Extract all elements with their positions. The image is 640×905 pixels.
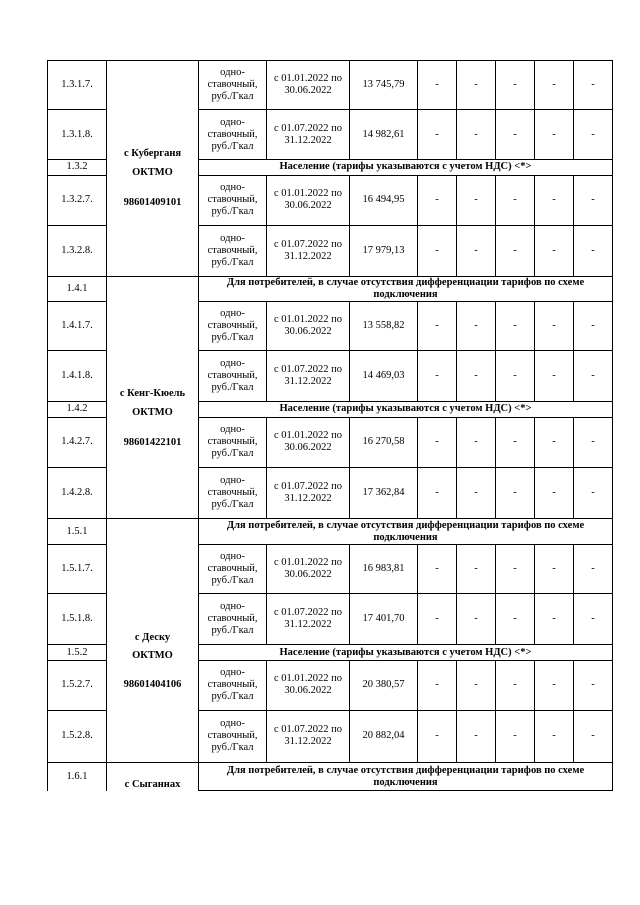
- row-id: 1.3.2.8.: [48, 225, 107, 276]
- row-id: 1.5.2: [48, 645, 107, 660]
- row-id: 1.4.1: [48, 277, 107, 302]
- tariff-value: 13 745,79: [350, 61, 418, 110]
- rate-type: одно-ставочный, руб./Гкал: [199, 302, 267, 351]
- table-row: [48, 519, 613, 545]
- period: с 01.01.2022 по 30.06.2022: [267, 417, 350, 467]
- tariff-table-page: [47, 60, 613, 791]
- empty-cell: -: [418, 710, 457, 762]
- rate-type: одно-ставочный, руб./Гкал: [199, 110, 267, 160]
- empty-cell: -: [496, 660, 535, 710]
- row-id: 1.6.1: [48, 763, 107, 791]
- empty-cell: -: [535, 417, 574, 467]
- tariff-value: 14 469,03: [350, 351, 418, 401]
- empty-cell: -: [574, 351, 613, 401]
- tariff-value: 20 882,04: [350, 710, 418, 762]
- empty-cell: -: [535, 660, 574, 710]
- row-id: 1.5.2.8.: [48, 710, 107, 762]
- rate-type: одно-ставочный, руб./Гкал: [199, 467, 267, 518]
- rate-type: одно-ставочный, руб./Гкал: [199, 351, 267, 401]
- table-row: [48, 277, 613, 302]
- oktmo-label: ОКТМО: [132, 650, 173, 661]
- period: с 01.01.2022 по 30.06.2022: [267, 545, 350, 594]
- row-id: 1.5.1.7.: [48, 545, 107, 594]
- tariff-value: 13 558,82: [350, 302, 418, 351]
- locality-cell: [107, 519, 199, 763]
- table-row: [48, 763, 613, 791]
- tariff-value: 16 494,95: [350, 175, 418, 225]
- locality-name: с Кенг-Кюель: [119, 388, 186, 399]
- empty-cell: -: [574, 302, 613, 351]
- row-id: 1.3.1.7.: [48, 61, 107, 110]
- rate-type: одно-ставочный, руб./Гкал: [199, 61, 267, 110]
- row-id: 1.4.2.7.: [48, 417, 107, 467]
- empty-cell: -: [457, 594, 496, 645]
- period: с 01.01.2022 по 30.06.2022: [267, 175, 350, 225]
- empty-cell: -: [418, 545, 457, 594]
- empty-cell: -: [535, 302, 574, 351]
- section-note: Для потребителей, в случае отсутствия дифференциации тарифов по схеме подключения: [199, 519, 613, 545]
- locality-name: с Деску: [134, 632, 171, 643]
- period: с 01.07.2022 по 31.12.2022: [267, 225, 350, 276]
- empty-cell: -: [574, 594, 613, 645]
- empty-cell: -: [457, 467, 496, 518]
- empty-cell: -: [535, 545, 574, 594]
- oktmo-code: 98601409101: [123, 197, 182, 208]
- empty-cell: -: [418, 61, 457, 110]
- rate-type: одно-ставочный, руб./Гкал: [199, 660, 267, 710]
- row-id: 1.4.2.8.: [48, 467, 107, 518]
- rate-type: одно-ставочный, руб./Гкал: [199, 710, 267, 762]
- tariff-value: 17 401,70: [350, 594, 418, 645]
- period: с 01.01.2022 по 30.06.2022: [267, 302, 350, 351]
- empty-cell: -: [574, 467, 613, 518]
- oktmo-code: 98601404106: [123, 679, 182, 690]
- empty-cell: -: [535, 351, 574, 401]
- tariff-value: 17 362,84: [350, 467, 418, 518]
- empty-cell: -: [496, 594, 535, 645]
- oktmo-label: ОКТМО: [132, 167, 173, 178]
- period: с 01.07.2022 по 31.12.2022: [267, 467, 350, 518]
- rate-type: одно-ставочный, руб./Гкал: [199, 175, 267, 225]
- empty-cell: -: [457, 302, 496, 351]
- period: с 01.07.2022 по 31.12.2022: [267, 710, 350, 762]
- locality-name: с Куберганя: [123, 148, 182, 159]
- empty-cell: -: [535, 110, 574, 160]
- section-note: Население (тарифы указываются с учетом НДС) <*>: [199, 160, 613, 175]
- empty-cell: -: [496, 545, 535, 594]
- tariff-value: 14 982,61: [350, 110, 418, 160]
- empty-cell: -: [496, 225, 535, 276]
- period: с 01.07.2022 по 31.12.2022: [267, 594, 350, 645]
- locality-cell: [107, 277, 199, 519]
- oktmo-code: 98601422101: [123, 437, 182, 448]
- empty-cell: -: [496, 61, 535, 110]
- empty-cell: -: [457, 61, 496, 110]
- empty-cell: -: [574, 61, 613, 110]
- period: с 01.01.2022 по 30.06.2022: [267, 660, 350, 710]
- empty-cell: -: [457, 660, 496, 710]
- empty-cell: -: [457, 110, 496, 160]
- section-note: Население (тарифы указываются с учетом НДС) <*>: [199, 645, 613, 660]
- section-note: Население (тарифы указываются с учетом НДС) <*>: [199, 401, 613, 417]
- locality-name: с Сыганнах: [107, 763, 199, 791]
- empty-cell: -: [418, 594, 457, 645]
- section-note: Для потребителей, в случае отсутствия дифференциации тарифов по схеме подключения: [199, 277, 613, 302]
- empty-cell: -: [496, 302, 535, 351]
- empty-cell: -: [418, 302, 457, 351]
- row-id: 1.5.1: [48, 519, 107, 545]
- empty-cell: -: [535, 467, 574, 518]
- empty-cell: -: [574, 710, 613, 762]
- row-id: 1.3.1.8.: [48, 110, 107, 160]
- period: с 01.01.2022 по 30.06.2022: [267, 61, 350, 110]
- empty-cell: -: [574, 175, 613, 225]
- empty-cell: -: [418, 417, 457, 467]
- empty-cell: -: [496, 467, 535, 518]
- oktmo-label: ОКТМО: [132, 407, 173, 418]
- empty-cell: -: [496, 175, 535, 225]
- rate-type: одно-ставочный, руб./Гкал: [199, 225, 267, 276]
- empty-cell: -: [418, 660, 457, 710]
- empty-cell: -: [457, 351, 496, 401]
- empty-cell: -: [457, 417, 496, 467]
- row-id: 1.5.1.8.: [48, 594, 107, 645]
- empty-cell: -: [574, 110, 613, 160]
- empty-cell: -: [496, 710, 535, 762]
- table-row: [48, 61, 613, 110]
- tariff-value: 20 380,57: [350, 660, 418, 710]
- row-id: 1.3.2.7.: [48, 175, 107, 225]
- empty-cell: -: [457, 545, 496, 594]
- locality-cell: [107, 61, 199, 277]
- period: с 01.07.2022 по 31.12.2022: [267, 351, 350, 401]
- empty-cell: -: [418, 225, 457, 276]
- empty-cell: -: [496, 351, 535, 401]
- empty-cell: -: [535, 594, 574, 645]
- empty-cell: -: [418, 467, 457, 518]
- row-id: 1.4.1.7.: [48, 302, 107, 351]
- row-id: 1.4.2: [48, 401, 107, 417]
- empty-cell: -: [457, 225, 496, 276]
- empty-cell: -: [535, 175, 574, 225]
- rate-type: одно-ставочный, руб./Гкал: [199, 594, 267, 645]
- empty-cell: -: [496, 110, 535, 160]
- tariff-value: 17 979,13: [350, 225, 418, 276]
- row-id: 1.4.1.8.: [48, 351, 107, 401]
- tariff-value: 16 270,58: [350, 417, 418, 467]
- tariff-table: [47, 60, 613, 791]
- empty-cell: -: [457, 175, 496, 225]
- empty-cell: -: [496, 417, 535, 467]
- empty-cell: -: [457, 710, 496, 762]
- tariff-value: 16 983,81: [350, 545, 418, 594]
- section-note: Для потребителей, в случае отсутствия дифференциации тарифов по схеме подключения: [199, 763, 613, 791]
- row-id: 1.5.2.7.: [48, 660, 107, 710]
- empty-cell: -: [574, 545, 613, 594]
- rate-type: одно-ставочный, руб./Гкал: [199, 545, 267, 594]
- empty-cell: -: [535, 710, 574, 762]
- empty-cell: -: [418, 175, 457, 225]
- empty-cell: -: [574, 417, 613, 467]
- empty-cell: -: [418, 110, 457, 160]
- empty-cell: -: [418, 351, 457, 401]
- empty-cell: -: [574, 660, 613, 710]
- empty-cell: -: [574, 225, 613, 276]
- empty-cell: -: [535, 225, 574, 276]
- row-id: 1.3.2: [48, 160, 107, 175]
- rate-type: одно-ставочный, руб./Гкал: [199, 417, 267, 467]
- empty-cell: -: [535, 61, 574, 110]
- period: с 01.07.2022 по 31.12.2022: [267, 110, 350, 160]
